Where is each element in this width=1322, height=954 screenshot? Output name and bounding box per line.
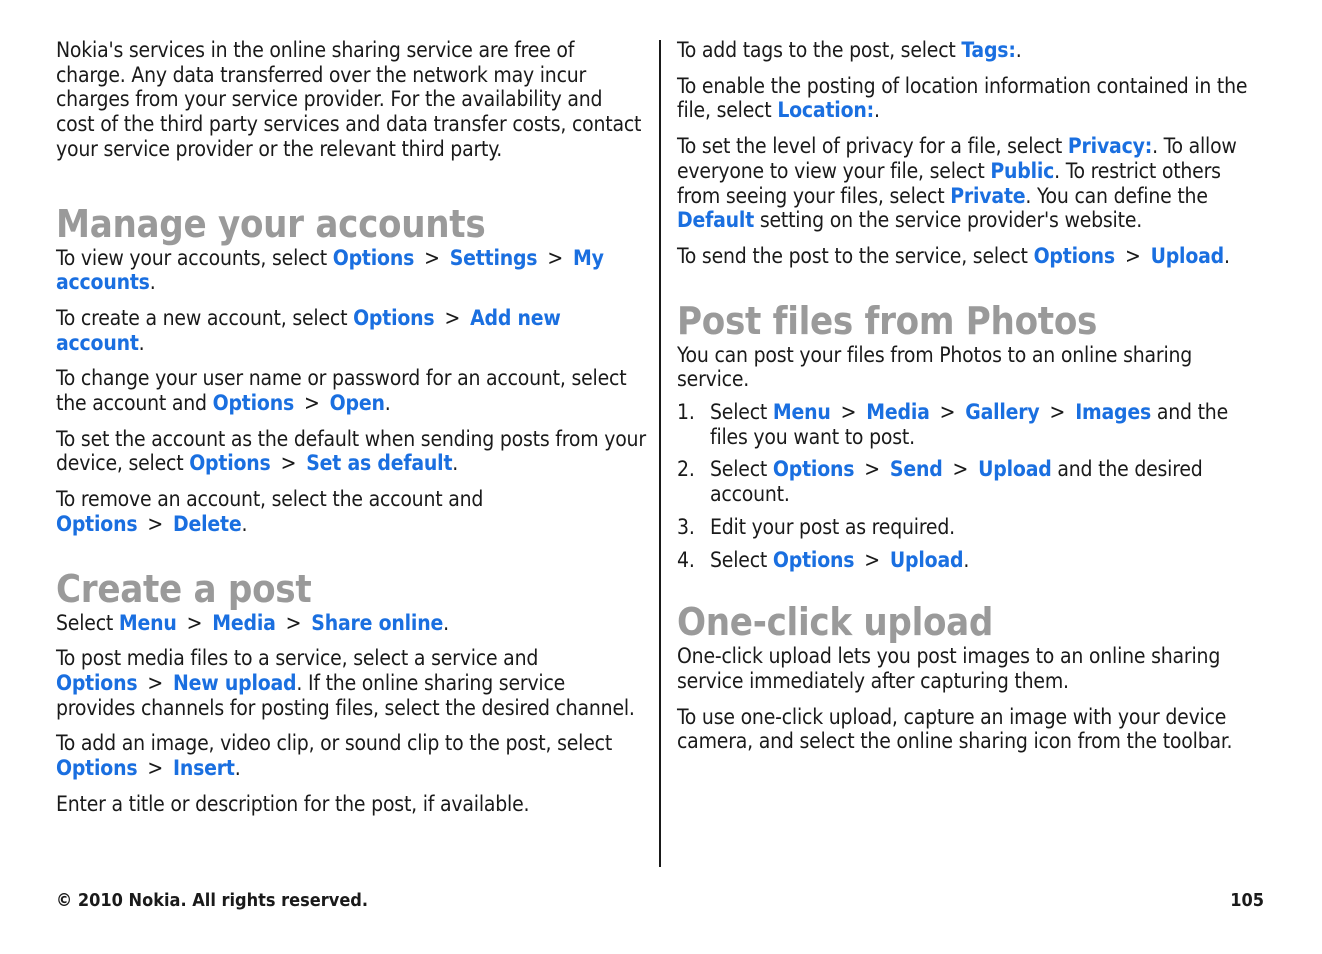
link-options[interactable]: Options	[212, 391, 294, 416]
column-divider	[659, 40, 661, 867]
link-private[interactable]: Private	[950, 183, 1026, 208]
text: and the desired account.	[710, 457, 1203, 507]
text: To send the post to the service, select	[677, 243, 1034, 268]
path-separator: >	[864, 457, 880, 482]
right-column	[677, 38, 1269, 765]
text: .	[1015, 38, 1022, 62]
text: .	[873, 98, 880, 123]
path-separator: >	[1124, 243, 1141, 268]
heading-post-files-photos: Post files from Photos	[677, 298, 1098, 343]
link-set-as-default[interactable]: Set as default	[306, 451, 453, 476]
text: .	[963, 547, 970, 572]
privacy-paragraph	[677, 134, 1269, 233]
create-select-paragraph	[56, 611, 646, 636]
link-privacy[interactable]: Privacy:	[1067, 134, 1153, 159]
link-options[interactable]: Options	[772, 547, 855, 572]
step-number: 4.	[677, 547, 695, 572]
link-upload[interactable]: Upload	[1150, 243, 1224, 268]
link-settings[interactable]: Settings	[449, 245, 538, 270]
link-default[interactable]: Default	[677, 208, 755, 233]
create-title-paragraph: Enter a title or description for the post, if available.	[56, 791, 530, 816]
path-separator: >	[1049, 400, 1066, 425]
link-menu[interactable]: Menu	[772, 400, 831, 425]
link-add-new-account[interactable]: Add new account	[56, 305, 561, 355]
list-item	[677, 515, 1269, 540]
steps-list	[677, 400, 1269, 572]
text: Select	[710, 457, 773, 482]
path-separator: >	[547, 245, 563, 270]
path-separator: >	[444, 305, 461, 330]
link-images[interactable]: Images	[1075, 400, 1152, 425]
link-options[interactable]: Options	[56, 756, 138, 781]
text: and the files you want to post.	[710, 400, 1229, 449]
text: . To restrict others from seeing your files, select	[677, 158, 1221, 208]
path-separator: >	[280, 451, 297, 476]
manage-view-paragraph	[56, 246, 646, 295]
oneclick-usage-paragraph: To use one-click upload, capture an image with your device camera, and select the online sharing icon from the toolbar.	[677, 704, 1233, 754]
text: To change your user name or password for an account, select the account and	[56, 366, 627, 416]
location-paragraph	[677, 74, 1269, 123]
path-separator: >	[147, 670, 164, 695]
photos-intro-paragraph: You can post your files from Photos to an online sharing service.	[677, 342, 1193, 392]
step-number: 2.	[677, 457, 695, 482]
link-send[interactable]: Send	[889, 457, 943, 482]
text: To create a new account, select	[56, 305, 354, 330]
link-location[interactable]: Location:	[777, 98, 874, 123]
text: .	[452, 451, 459, 476]
link-media[interactable]: Media	[212, 610, 276, 635]
text: . To allow everyone to view your file, select	[677, 134, 1237, 183]
link-options[interactable]: Options	[332, 245, 415, 270]
list-item	[677, 400, 1269, 449]
path-separator: >	[939, 400, 956, 425]
text: . If the online sharing service provides channels for posting files, select the desired channel.	[56, 670, 635, 720]
link-options[interactable]: Options	[353, 305, 435, 330]
page-number: 105	[1230, 890, 1264, 911]
link-share-online[interactable]: Share online	[311, 610, 444, 635]
step-number: 3.	[677, 514, 695, 539]
text: .	[443, 610, 449, 635]
link-my-accounts[interactable]: My accounts	[56, 245, 604, 295]
create-insert-paragraph	[56, 731, 646, 780]
oneclick-intro-paragraph: One-click upload lets you post images to an online sharing service immediately after capturing them.	[677, 644, 1221, 693]
step-text	[710, 457, 1269, 506]
text: To remove an account, select the account and	[56, 487, 484, 512]
text: Select	[56, 610, 119, 635]
left-column	[56, 38, 646, 827]
footer-copyright: © 2010 Nokia. All rights reserved.	[56, 890, 369, 911]
link-options[interactable]: Options	[56, 511, 138, 536]
text: . You can define the	[1025, 183, 1208, 208]
manage-create-paragraph	[56, 306, 646, 355]
link-public[interactable]: Public	[990, 158, 1055, 183]
text: .	[234, 756, 241, 781]
heading-manage-accounts: Manage your accounts	[56, 201, 486, 246]
manage-remove-paragraph	[56, 487, 646, 536]
path-separator: >	[864, 547, 880, 572]
link-options[interactable]: Options	[1033, 243, 1115, 268]
path-separator: >	[952, 457, 969, 482]
link-tags[interactable]: Tags:	[961, 38, 1016, 62]
text: .	[138, 330, 145, 355]
path-separator: >	[147, 511, 164, 536]
text: To view your accounts, select	[56, 245, 333, 270]
link-delete[interactable]: Delete	[173, 511, 242, 536]
path-separator: >	[424, 245, 440, 270]
link-upload[interactable]: Upload	[978, 457, 1052, 482]
step-text	[710, 548, 1269, 573]
link-new-upload[interactable]: New upload	[173, 670, 297, 695]
intro-paragraph: Nokia's services in the online sharing service are free of charge. Any data transferred over the network may incur charges from your service provider. For the availability and cost of the third party services and data transfer costs, contact your service provider or the relevant third party.	[56, 38, 642, 161]
heading-create-post: Create a post	[56, 566, 312, 611]
link-media[interactable]: Media	[866, 400, 930, 425]
text: .	[149, 270, 156, 295]
step-number: 1.	[677, 400, 695, 425]
text: To add an image, video clip, or sound clip to the post, select	[56, 731, 613, 756]
list-item	[677, 457, 1269, 506]
path-separator: >	[147, 756, 164, 781]
manage-default-paragraph	[56, 427, 646, 476]
path-separator: >	[840, 400, 857, 425]
step-text: Edit your post as required.	[710, 514, 955, 539]
link-upload[interactable]: Upload	[889, 547, 964, 572]
link-open[interactable]: Open	[329, 391, 385, 416]
path-separator: >	[304, 391, 320, 416]
create-post-media-paragraph	[56, 646, 646, 720]
tags-paragraph	[677, 38, 1269, 63]
heading-one-click-upload: One-click upload	[677, 600, 994, 645]
manage-change-paragraph	[56, 366, 646, 415]
path-separator: >	[285, 610, 302, 635]
list-item	[677, 548, 1269, 573]
text: Select	[710, 547, 773, 572]
link-options[interactable]: Options	[56, 670, 138, 695]
text: To add tags to the post, select	[677, 38, 962, 62]
text: Select	[710, 400, 773, 425]
link-gallery[interactable]: Gallery	[965, 400, 1040, 425]
text: To set the account as the default when sending posts from your device, select	[56, 426, 646, 476]
text: To post media files to a service, select a service and	[56, 646, 539, 671]
link-options[interactable]: Options	[772, 457, 855, 482]
step-text	[710, 400, 1269, 449]
text: .	[384, 391, 391, 416]
text: To set the level of privacy for a file, select	[677, 134, 1068, 159]
path-separator: >	[186, 610, 203, 635]
text: .	[1223, 243, 1230, 268]
send-paragraph	[677, 244, 1269, 269]
text: setting on the service provider's website.	[754, 208, 1143, 233]
text: To enable the posting of location information contained in the file, select	[677, 73, 1248, 123]
link-menu[interactable]: Menu	[118, 610, 177, 635]
link-insert[interactable]: Insert	[173, 756, 235, 781]
text: .	[241, 511, 248, 536]
link-options[interactable]: Options	[189, 451, 271, 476]
